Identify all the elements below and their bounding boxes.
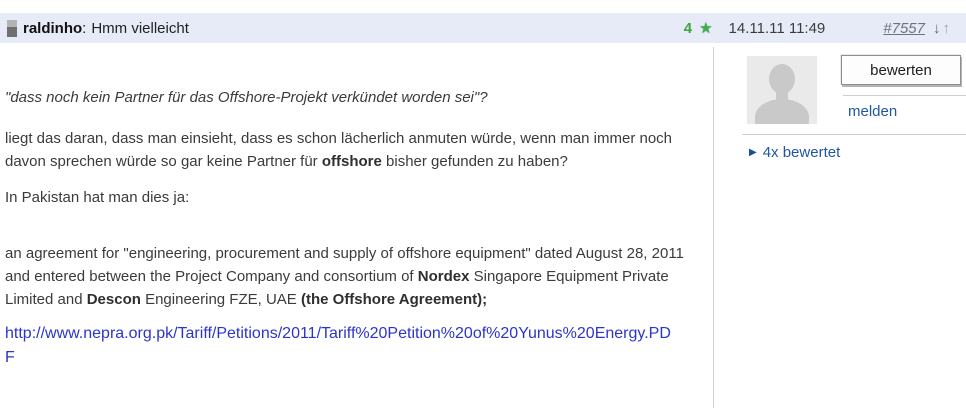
rating-count: 4 [683, 19, 693, 37]
bold-descon: Descon [86, 291, 141, 308]
user-status-icon-top [7, 20, 17, 27]
arrow-down-icon[interactable]: ↓ [933, 19, 941, 37]
avatar[interactable] [747, 56, 817, 124]
post-paragraph-4 [5, 242, 702, 311]
content-sidebar-divider [713, 47, 714, 408]
sidebar-divider-2 [742, 134, 966, 135]
arrow-up-icon[interactable]: ↑ [942, 19, 950, 37]
expand-triangle-icon: ▶ [749, 147, 757, 158]
rated-toggle[interactable] [749, 144, 840, 161]
bold-offshore: offshore [321, 153, 382, 170]
post-timestamp: 14.11.11 11:49 [728, 19, 826, 37]
post-paragraph-3: In Pakistan hat man dies ja: [5, 189, 190, 206]
rate-button[interactable]: bewerten [841, 55, 961, 85]
sidebar-divider-1 [843, 95, 966, 96]
link-paragraph [5, 322, 673, 370]
post-number-link[interactable]: #7557 [883, 19, 925, 37]
document-link[interactable]: http://www.nepra.org.pk/Tariff/Petitions/2011/Tariff%20Petition%20of%20Yunus%20Energy.PDF [5, 325, 671, 366]
text-segment: liegt das daran, dass man einsieht, dass es schon lächerlich anmuten würde, wenn man immer noch davon sprechen würde so gar keine Partner für [5, 130, 673, 170]
user-status-icon [7, 20, 17, 37]
text-segment: Engineering FZE, UAE [140, 291, 301, 308]
post-title: Hmm vielleicht [91, 19, 189, 37]
report-link[interactable]: melden [848, 103, 898, 120]
avatar-silhouette-shoulders [755, 99, 809, 124]
username-link[interactable]: raldinho [23, 19, 83, 37]
post-paragraph-2 [5, 127, 702, 173]
text-segment: an agreement for "engineering, procurement and supply of offshore equipment" dated August 28, 2011 and entered between the Project Company and consortium of [5, 245, 684, 285]
text-segment: bisher gefunden zu haben? [381, 153, 568, 170]
username-separator: : [82, 19, 87, 37]
star-icon: ★ [699, 20, 713, 37]
post-header-bar [0, 13, 966, 43]
bold-nordex: Nordex [417, 268, 470, 285]
bold-offshore-agreement: (the Offshore Agreement); [300, 291, 488, 308]
text-segment: Singapore Equipment Private Limited and [5, 268, 669, 308]
rated-label: 4x bewertet [762, 144, 841, 161]
post-content [5, 86, 702, 370]
post-quote: "dass noch kein Partner für das Offshore-Projekt verkündet worden sei"? [5, 89, 488, 106]
